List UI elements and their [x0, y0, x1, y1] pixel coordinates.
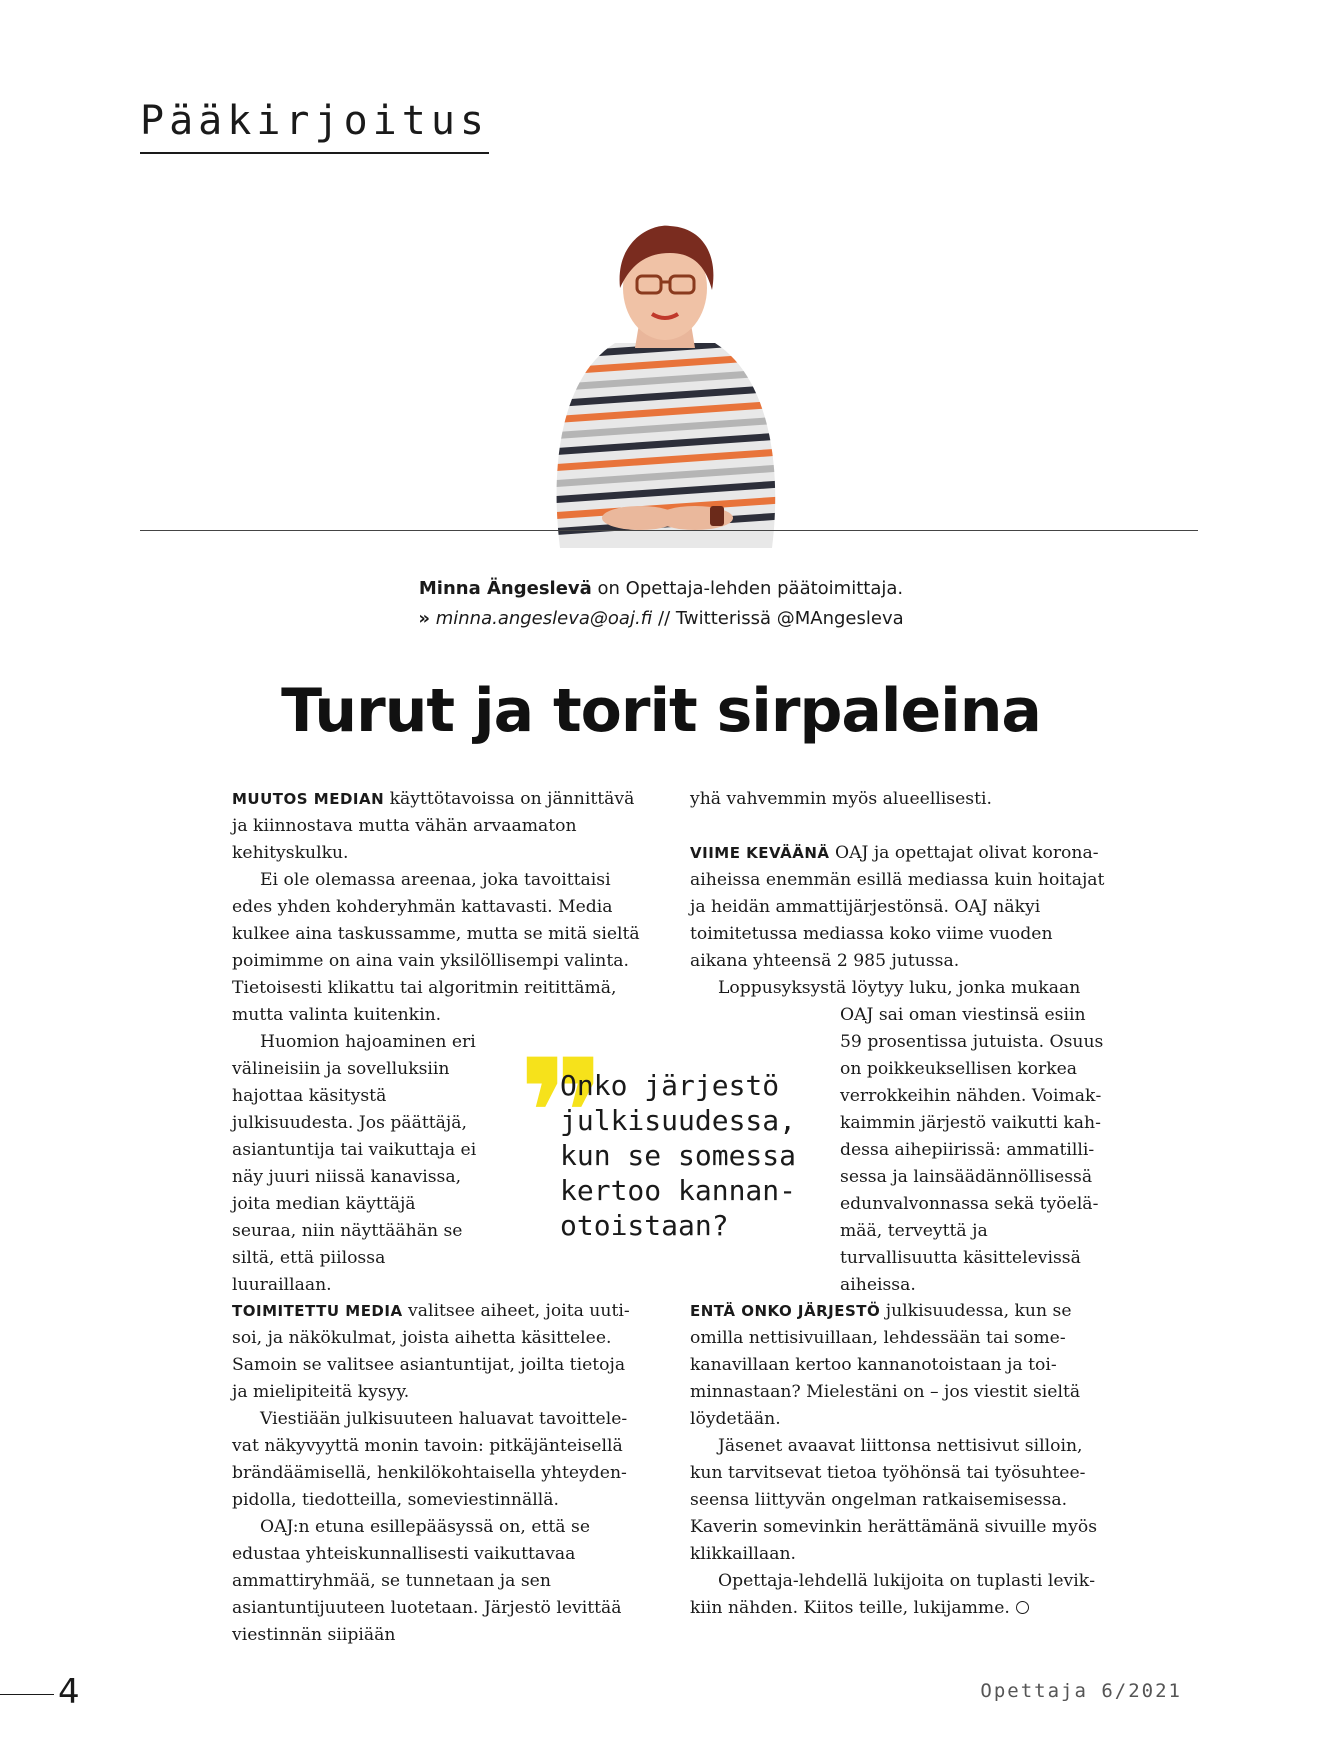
quote-marks-icon: ❞ [518, 1028, 607, 1202]
footer-rule [0, 1694, 54, 1695]
article-column-3 [232, 1298, 642, 1649]
author-twitter[interactable]: Twitterissä @MAngesleva [675, 608, 904, 629]
paragraph-lead: VIIME KEVÄÄNÄ [690, 844, 830, 862]
paragraph: Jäsenet avaavat liittonsa nettisivut silloin, kun tarvitsevat tietoa työhönsä tai työsuhteeseensa liittyvän ongelman ratkaisemisessa. Kaverin somevinkin herättämänä sivuille myös klikkaillaan. [690, 1436, 1098, 1564]
author-portrait [520, 218, 810, 548]
author-contact [0, 608, 1322, 629]
paragraph: Huomion hajoaminen eri välineisiin ja sovelluksiin hajottaa käsitystä julkisuudesta. Jos päättäjä, asiantuntija tai vaikuttaja ei näy juuri niissä kanavissa, joita median käyttäjä seuraa, niin näyttäähän se siltä, että piilossa luuraillaan. [232, 1032, 477, 1295]
issue-label: Opettaja 6/2021 [980, 1680, 1182, 1702]
paragraph: VIIME KEVÄÄNÄ OAJ ja opettajat olivat korona-aiheissa enemmän esillä mediassa kuin hoitajat ja heidän ammattijärjestönsä. OAJ näkyi toimitetussa mediassa koko viime vuoden aikana yhteensä 2 985 jutussa. [690, 843, 1105, 971]
author-role: on Opettaja-lehden päätoimittaja. [597, 578, 904, 599]
paragraph: OAJ:n etuna esillepääsyssä on, että se edustaa yhteiskunnallisesti vaikuttavaa ammattiryhmää, se tunnetaan ja sen asiantuntijuuteen luotetaan. Järjestö levittää viestinnän siipiään [232, 1517, 622, 1645]
paragraph: MUUTOS MEDIAN käyttötavoissa on jännittävä ja kiinnostava mutta vähän arvaamaton kehityskulku. [232, 789, 635, 863]
paragraph: TOIMITETTU MEDIA valitsee aiheet, joita uutisoi, ja näkökulmat, joista aihetta käsittelee. Samoin se valitsee asiantuntijat, joilta tietoja ja mielipiteitä kysyy. [232, 1301, 630, 1402]
page-number: 4 [58, 1672, 80, 1712]
paragraph: ENTÄ ONKO JÄRJESTÖ julkisuudessa, kun se omilla nettisivuillaan, lehdessään tai somekanavillaan kertoo kannanotoistaan ja toiminnastaan? Mielestäni on – jos viestit sieltä löydetään. [690, 1301, 1081, 1429]
pull-quote: Onko järjestö julkisuudessa, kun se somessa kertoo kannan- otoistaan? [560, 1069, 797, 1242]
article-column-4 [690, 1298, 1110, 1622]
contact-marker: » [418, 608, 430, 629]
article-title: Turut ja torit sirpaleina [281, 676, 1041, 746]
paragraph: Viestiään julkisuuteen haluavat tavoittelevat näkyvyyttä monin tavoin: pitkäjänteisellä brändäämisellä, henkilökohtaisella yhteydenpidolla, tiedotteilla, someviestinnällä. [232, 1409, 628, 1510]
author-bio [0, 578, 1322, 599]
paragraph-lead: MUUTOS MEDIAN [232, 790, 385, 808]
paragraph-lead: ENTÄ ONKO JÄRJESTÖ [690, 1302, 881, 1320]
section-label: Pääkirjoitus [140, 96, 489, 154]
contact-separator: // [658, 608, 671, 629]
paragraph: Loppusyksystä löytyy luku, jonka mukaan OAJ sai oman viestinsä esiin 59 prosentissa jutuista. Osuus on poikkeuksellisen korkea verrokkeihin nähden. Voimakkaimmin järjestö vaikutti kahdessa aihepiirissä: ammatillisessa ja lainsäädännöllisessä edunvalvonnassa sekä työelämää, terveyttä ja turvallisuutta käsittelevissä aiheissa. [718, 978, 1104, 1295]
author-email[interactable]: minna.angesleva@oaj.fi [435, 608, 653, 629]
author-name: Minna Ängeslevä [418, 578, 592, 599]
paragraph: Ei ole olemassa areenaa, joka tavoittaisi edes yhden kohderyhmän kattavasti. Media kulkee aina taskussamme, mutta se mitä sieltä poimimme on aina vain yksilöllisempi valinta. Tietoisesti klikattu tai algoritmin reitittämä, mutta valinta kuitenkin. [232, 870, 640, 1025]
portrait-divider [140, 530, 1198, 531]
paragraph: yhä vahvemmin myös alueellisesti. [690, 789, 992, 809]
end-circle-icon [1016, 1601, 1029, 1614]
paragraph: Opettaja-lehdellä lukijoita on tuplasti levikkiin nähden. Kiitos teille, lukijamme. [690, 1571, 1095, 1618]
paragraph-lead: TOIMITETTU MEDIA [232, 1302, 403, 1320]
